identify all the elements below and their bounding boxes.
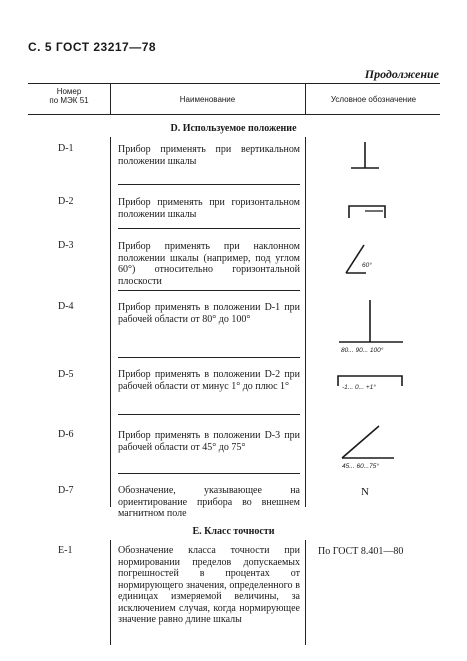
- symbol-range-label: 80... 90... 100°: [341, 347, 384, 354]
- row-code: D-7: [58, 485, 74, 496]
- column-header-number-text: Номер по МЭК 51: [49, 87, 89, 105]
- row-description: Прибор применять в положении D-2 при рабочей области от минус 1° до плюс 1°: [118, 369, 300, 392]
- row-description: Прибор применять при горизонтальном положении шкалы: [118, 197, 300, 220]
- column-header-name: Наименование: [179, 95, 236, 104]
- table-top-border: [28, 83, 440, 84]
- symbol-range-label: 45... 60...75°: [342, 463, 379, 470]
- column-divider-2: [305, 83, 306, 114]
- row-separator: [118, 184, 300, 185]
- row-code: D-3: [58, 240, 74, 251]
- row-separator: [118, 228, 300, 229]
- row-separator: [118, 290, 300, 291]
- vertical-working-range-symbol: [335, 298, 410, 358]
- row-separator: [118, 357, 300, 358]
- row-separator: [118, 473, 300, 474]
- symbol-angle-label: 60°: [362, 262, 372, 269]
- column-divider-2-body-d: [305, 137, 306, 507]
- column-divider-1-body-e: [110, 540, 111, 645]
- row-code: D-4: [58, 301, 74, 312]
- column-divider-2-body-e: [305, 540, 306, 645]
- magnetic-field-symbol: N: [361, 486, 369, 498]
- column-header-number: [30, 87, 108, 105]
- row-description: Прибор применять в положении D-3 при рабочей области от 45° до 75°: [118, 430, 300, 453]
- row-code: D-1: [58, 143, 74, 154]
- horizontal-position-symbol: [345, 198, 390, 223]
- inclined-working-range-symbol: [334, 422, 409, 474]
- horizontal-working-range-symbol: [334, 370, 409, 400]
- accuracy-class-reference: По ГОСТ 8.401—80: [318, 546, 404, 557]
- column-divider-1-body-d: [110, 137, 111, 507]
- row-description: Прибор применять в положении D-1 при рабочей области от 80° до 100°: [118, 302, 300, 325]
- continuation-label: Продолжение: [364, 67, 439, 81]
- row-code: D-5: [58, 369, 74, 380]
- inclined-position-symbol: [338, 240, 388, 280]
- vertical-position-symbol: [345, 140, 385, 175]
- row-code: D-2: [58, 196, 74, 207]
- row-description: Прибор применять при вертикальном положении шкалы: [118, 144, 300, 167]
- column-divider-1: [110, 83, 111, 114]
- row-description: Обозначение класса точности при нормировании пределов допускаемых погрешностей в процентах от нормирующего значения, определенного в единицах измеряемой величины, за исключением случая, когда нормирующее значение равно длине шкалы: [118, 545, 300, 625]
- row-separator: [118, 414, 300, 415]
- table-header-bottom-border: [28, 114, 440, 115]
- row-description: Прибор применять при наклонном положении шкалы (например, под углом 60°) относительно горизонтальной плоскости: [118, 241, 300, 287]
- row-code: D-6: [58, 429, 74, 440]
- page-header: С. 5 ГОСТ 23217—78: [28, 40, 157, 54]
- section-e-title: E. Класс точности: [192, 526, 275, 537]
- column-header-symbol: Условное обозначение: [330, 95, 417, 104]
- row-code: E-1: [58, 545, 73, 556]
- section-d-title: D. Используемое положение: [170, 123, 297, 134]
- symbol-range-label: -1... 0... +1°: [342, 384, 376, 391]
- row-description: Обозначение, указывающее на ориентирование прибора во внешнем магнитном поле: [118, 485, 300, 519]
